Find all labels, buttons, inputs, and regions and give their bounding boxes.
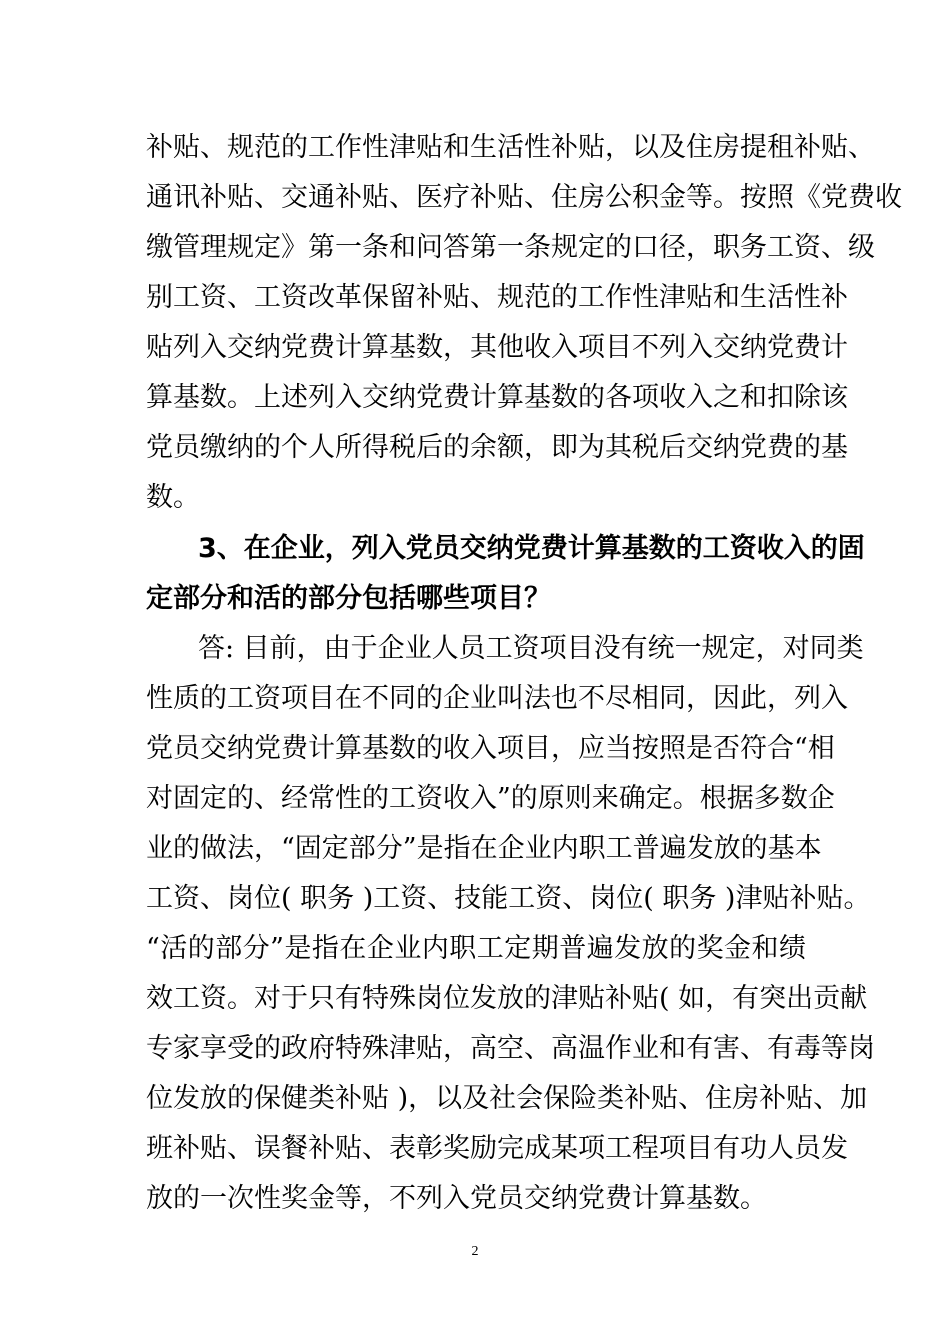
text-line: 数。 xyxy=(146,482,200,513)
text-line: 贴列入交纳党费计算基数，其他收入项目不列入交纳党费计 xyxy=(146,332,848,363)
answer-line: 业的做法，“固定部分”是指在企业内职工普遍发放的基本 xyxy=(146,833,822,864)
answer-line: 位发放的保健类补贴 )，以及社会保险类补贴、住房补贴、加 xyxy=(146,1083,868,1114)
answer-line: 性质的工资项目在不同的企业叫法也不尽相同，因此，列入 xyxy=(146,683,848,714)
answer-line: 效工资。对于只有特殊岗位发放的津贴补贴( 如，有突出贡献 xyxy=(146,983,868,1014)
answer-line: 放的一次性奖金等，不列入党员交纳党费计算基数。 xyxy=(146,1183,767,1214)
text-line: 缴管理规定》第一条和问答第一条规定的口径，职务工资、级 xyxy=(146,232,875,263)
answer-line: 工资、岗位( 职务 )工资、技能工资、岗位( 职务 )津贴补贴。 xyxy=(146,883,871,914)
answer-line: 对固定的、经常性的工资收入”的原则来确定。根据多数企 xyxy=(146,783,835,814)
question-heading: 3、在企业，列入党员交纳党费计算基数的工资收入的固 xyxy=(198,533,865,564)
answer-line: “活的部分”是指在企业内职工定期普遍发放的奖金和绩 xyxy=(146,933,806,964)
text-line: 补贴、规范的工作性津贴和生活性补贴，以及住房提租补贴、 xyxy=(146,132,875,163)
answer-line: 专家享受的政府特殊津贴，高空、高温作业和有害、有毒等岗 xyxy=(146,1033,875,1064)
text-line: 算基数。上述列入交纳党费计算基数的各项收入之和扣除该 xyxy=(146,382,848,413)
text-line: 别工资、工资改革保留补贴、规范的工作性津贴和生活性补 xyxy=(146,282,848,313)
text-line: 通讯补贴、交通补贴、医疗补贴、住房公积金等。按照《党费收 xyxy=(146,182,902,213)
answer-line: 党员交纳党费计算基数的收入项目，应当按照是否符合“相 xyxy=(146,733,835,764)
page-number: 2 xyxy=(471,1244,479,1259)
answer-line: 班补贴、误餐补贴、表彰奖励完成某项工程项目有功人员发 xyxy=(146,1133,848,1164)
question-heading: 定部分和活的部分包括哪些项目？ xyxy=(146,583,551,614)
text-line: 党员缴纳的个人所得税后的余额，即为其税后交纳党费的基 xyxy=(146,432,848,463)
answer-line: 答: 目前，由于企业人员工资项目没有统一规定，对同类 xyxy=(198,633,864,664)
